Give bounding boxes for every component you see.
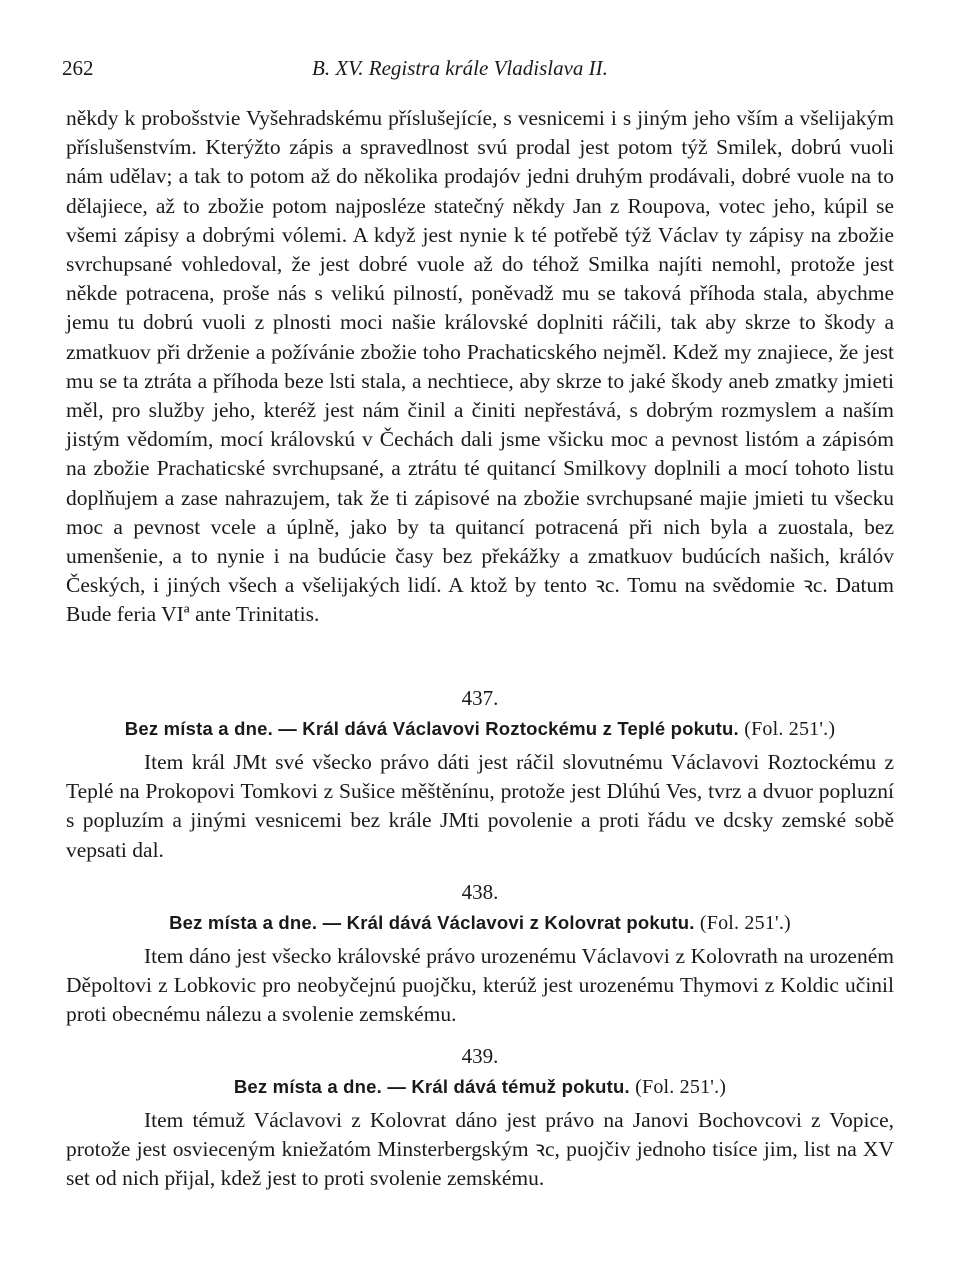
- running-head: [62, 56, 898, 88]
- entry-summary-439: [66, 1076, 894, 1099]
- running-head-title: B. XV. Registra krále Vladislava II.: [312, 56, 608, 80]
- entry-number-437: 437.: [461, 686, 499, 710]
- entry-text-block-438: [66, 942, 894, 1030]
- page-number: 262: [62, 56, 94, 80]
- entry-text-block-437: [66, 748, 894, 865]
- continuation-paragraph: někdy k probošstvie Vyšehradskému příslušejícíe, s vesnicemi i s jiným jeho vším a všelijakým příslušenstvím. Kterýžto zápis a spravedlnost svú prodal jest potom týž Smilek, dobrú vuoli nám udělav; a tak to potom až do několika prodajóv jedni druhým prodávali, dobré vuole na to dělajiece, až to zbožie potom najposléze statečný někdy Jan z Roupova, votec jeho, kúpil se všemi zápisy a dobrými vólemi. A když jest nynie k té potřebě týž Václav ty zápisy na zbožie svrchupsané vohledoval, že jest dobré vuole až do téhož Smilka najíti nemohl, protože jest někde potracena, proše nás s velikú pilností, poněvadž mu se taková příhoda stala, abychme jemu tu dobrú vuoli z plnosti moci našie královské doplniti ráčili, tak aby skrze to škody a zmatkuov při drženie a požívánie zbožie toho Prachaticského nejměl. Kdež my znajiece, že jest mu se ta ztráta a příhoda beze lsti stala, a nechtiece, aby skrze to jaké škody aneb zmatky jmieti měl, pro služby jeho, kteréž jest nám činil a činiti nepřestává, s dobrým rozmyslem a naším jistým vědomím, mocí královskú v Čechách dali jsme všicku moc a pevnost listóm a zápisóm na zbožie Prachaticské svrchupsané, a ztrátu té quitancí Smilkovy doplnili a mocí tohoto listu doplňujem a zase nahrazujem, tak že ti zápisové na zbožie svrchupsané majie jmieti tu všecku moc a pevnost vcele a úplně, jako by ta quitancí potracená při nich byla a zuostala, bez umenšenie, a to nynie i na budúcie časy bez překážky a zmatkuov budúcích našich, králóv Českých, i jiných všech a všelijakých lidí. A ktož by tento ꝛc. Tomu na svědomie ꝛc. Datum Bude feria VIª ante Trinitatis.: [66, 106, 894, 627]
- entry-number-439: 439.: [461, 1044, 499, 1068]
- entry-summary-437: [66, 718, 894, 741]
- entry-summary-438: [66, 912, 894, 935]
- entry-text-438: Item dáno jest všecko královské právo urozenému Václavovi z Kolovrath na urozeném Děpoltovi z Lobkovic pro neobyčejnú puojčku, kterúž jest urozenému Thymovi z Koldic učinil proti obecnému nálezu a svolenie zemskému.: [66, 944, 894, 1027]
- continuation-paragraph-block: [66, 104, 894, 630]
- entry-text-block-439: [66, 1106, 894, 1194]
- entry-summary-text: Bez místa a dne. — Král dává Václavovi Roztockému z Teplé pokutu.: [124, 718, 739, 739]
- folio-reference: (Fol. 251'.): [635, 1076, 727, 1098]
- entry-summary-text: Bez místa a dne. — Král dává témuž pokutu.: [233, 1076, 630, 1097]
- entry-text-437: Item král JMt své všecko právo dáti jest ráčil slovutnému Václavovi Roztockému z Teplé na Prokopovi Tomkovi z Sušice měštěnínu, protože jest Dlúhú Ves, tvrz a dvuor popluzní s popluzím a jinými vesnicemi bez krále JMti povolenie a proti řádu ve dcsky zemské sobě vepsati dal.: [66, 750, 894, 862]
- entry-text-439: Item témuž Václavovi z Kolovrat dáno jest právo na Janovi Bochovcovi z Vopice, protože jest osvieceným kniežatóm Minsterbergským ꝛc, puojčiv jednoho tisíce jim, list na XV set od nich přijal, kdež jest to proti svolenie zemskému.: [66, 1108, 894, 1191]
- entry-summary-text: Bez místa a dne. — Král dává Václavovi z Kolovrat pokutu.: [169, 912, 695, 933]
- folio-reference: (Fol. 251'.): [744, 718, 836, 740]
- entry-number-438: 438.: [461, 880, 499, 904]
- folio-reference: (Fol. 251'.): [699, 912, 791, 934]
